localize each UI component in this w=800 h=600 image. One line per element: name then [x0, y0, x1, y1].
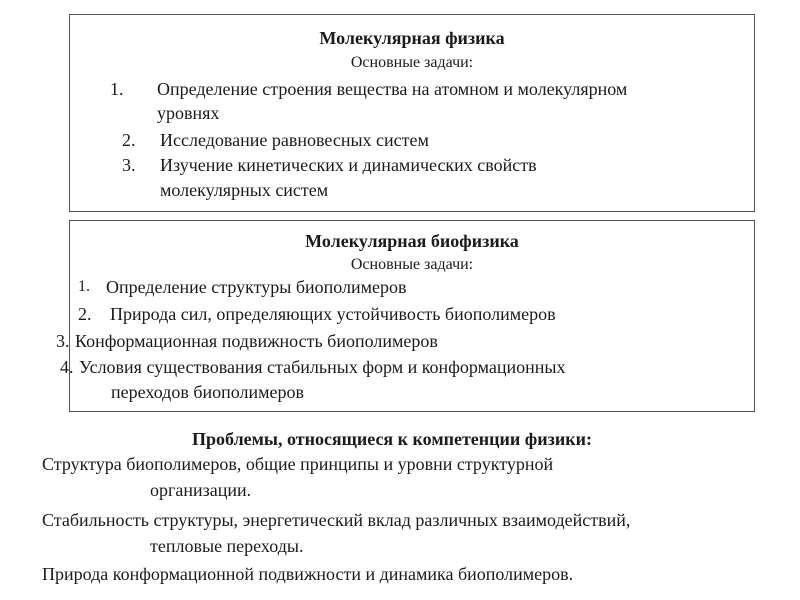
- molecular-biophysics-title: Молекулярная биофизика: [305, 231, 519, 251]
- molecular-physics-title: Молекулярная физика: [319, 28, 505, 48]
- list-item-text: Природа сил, определяющих устойчивость биополимеров: [110, 304, 556, 324]
- problem-text-continued: тепловые переходы.: [150, 536, 304, 556]
- problem-text: Стабильность структуры, энергетический вклад различных взаимодействий,: [42, 510, 631, 530]
- problem-text: Природа конформационной подвижности и динамика биополимеров.: [42, 564, 574, 584]
- list-item-text: Изучение кинетических и динамических свойств: [160, 155, 537, 175]
- problem-text-continued: организации.: [150, 480, 252, 500]
- molecular-physics-box: [69, 14, 755, 212]
- list-item-number: 3.: [122, 155, 136, 175]
- list-item-text: Исследование равновесных систем: [160, 130, 429, 150]
- molecular-biophysics-subtitle: Основные задачи:: [350, 256, 474, 273]
- molecular-biophysics-box: [56, 220, 755, 412]
- list-item-number: 1.: [78, 278, 90, 295]
- list-item-text: Определение структуры биополимеров: [106, 277, 407, 297]
- problem-text: Структура биополимеров, общие принципы и уровни структурной: [42, 454, 554, 474]
- list-item-text-continued: молекулярных систем: [160, 180, 329, 200]
- list-item-text: Конформационная подвижность биополимеров: [75, 331, 438, 351]
- list-item-number: 1.: [110, 79, 124, 99]
- list-item-number: 2.: [122, 130, 136, 150]
- molecular-physics-subtitle: Основные задачи:: [350, 54, 474, 71]
- list-item-text-continued: уровнях: [157, 103, 220, 123]
- list-item-number: 4.: [60, 357, 74, 377]
- list-item-number: 3.: [56, 331, 70, 351]
- list-item-text-continued: переходов биополимеров: [111, 382, 305, 402]
- list-item-number: 2.: [78, 304, 92, 324]
- problems-title: Проблемы, относящиеся к компетенции физики:: [192, 429, 592, 449]
- list-item-text: Условия существования стабильных форм и конформационных: [79, 357, 566, 377]
- list-item-text: Определение строения вещества на атомном и молекулярном: [157, 79, 628, 99]
